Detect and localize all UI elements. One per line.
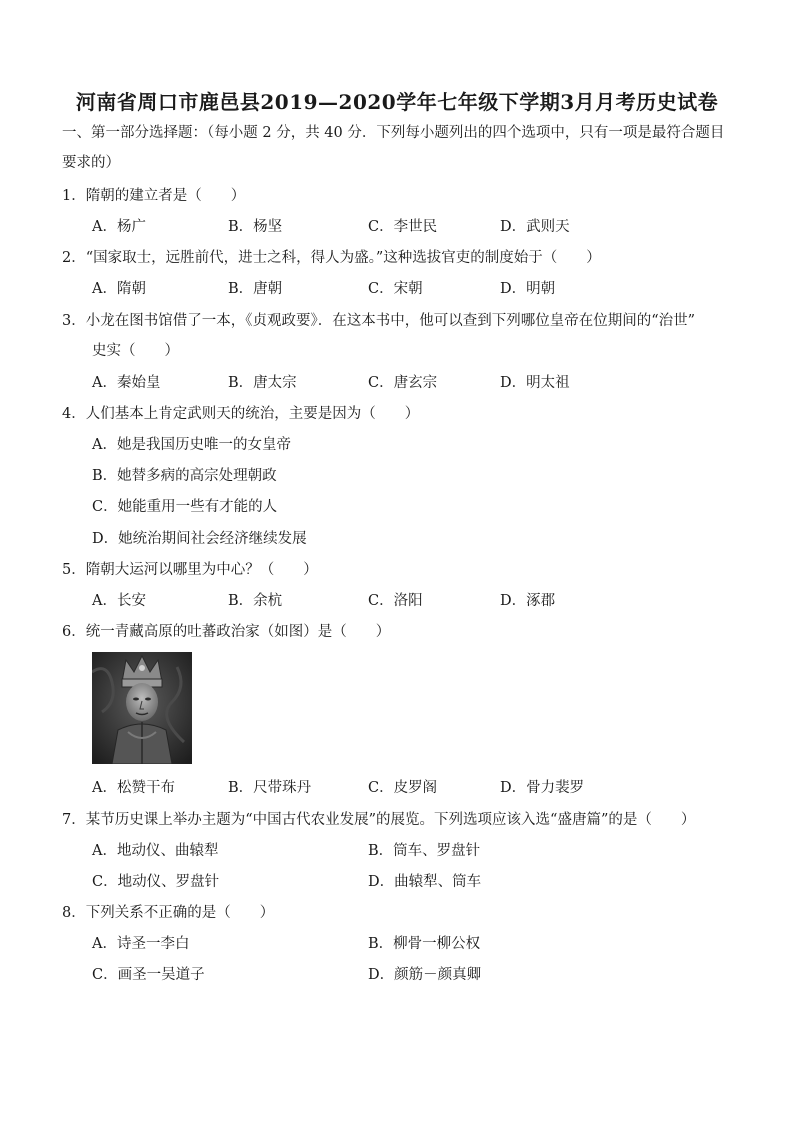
question-1-option-a[interactable]: A．杨广 (92, 219, 146, 235)
question-4-option-d[interactable]: D．她统治期间社会经济继续发展 (92, 531, 307, 547)
question-7-option-b[interactable]: B．筒车、罗盘针 (368, 843, 481, 859)
question-6-option-a[interactable]: A．松赞干布 (92, 780, 175, 796)
question-4-option-c[interactable]: C．她能重用一些有才能的人 (92, 499, 278, 515)
question-2-option-c[interactable]: C．宋朝 (368, 281, 423, 297)
question-5-option-a[interactable]: A．长安 (92, 593, 146, 609)
question-3-option-b[interactable]: B．唐太宗 (228, 375, 297, 391)
question-1-option-d[interactable]: D．武则天 (500, 219, 570, 235)
question-3-option-d[interactable]: D．明太祖 (500, 375, 570, 391)
question-3-option-a[interactable]: A．秦始皇 (92, 375, 161, 391)
question-8-option-a[interactable]: A．诗圣一李白 (92, 936, 190, 952)
question-4-option-b[interactable]: B．她替多病的高宗处理朝政 (92, 468, 277, 484)
question-3-option-c[interactable]: C．唐玄宗 (368, 375, 438, 391)
question-3-stem-line-2: 史实（ ） (92, 343, 179, 359)
question-6-option-c[interactable]: C．皮罗阁 (368, 780, 438, 796)
question-4-option-a[interactable]: A．她是我国历史唯一的女皇帝 (92, 437, 291, 453)
question-7-option-a[interactable]: A．地动仪、曲辕犁 (92, 843, 219, 859)
question-5-option-d[interactable]: D．涿郡 (500, 593, 556, 609)
question-6-option-b[interactable]: B．尺带珠丹 (228, 780, 312, 796)
question-8-option-d[interactable]: D．颜筋－颜真卿 (368, 967, 482, 983)
question-1-option-b[interactable]: B．杨坚 (228, 219, 283, 235)
question-2-option-b[interactable]: B．唐朝 (228, 281, 283, 297)
exam-title: 河南省周口市鹿邑县2019—2020学年七年级下学期3月月考历史试卷 (75, 90, 719, 114)
question-8-stem: 8．下列关系不正确的是（ ） (62, 905, 275, 921)
question-5-option-c[interactable]: C．洛阳 (368, 593, 423, 609)
question-2-stem: 2．“国家取士，远胜前代，进士之科，得人为盛。”这种选拔官吏的制度始于（ ） (62, 250, 601, 266)
question-1-stem: 1．隋朝的建立者是（ ） (62, 188, 246, 204)
question-5-stem: 5．隋朝大运河以哪里为中心？（ ） (62, 562, 318, 578)
section-header-line-2: 要求的） (62, 155, 120, 171)
question-2-option-a[interactable]: A．隋朝 (92, 281, 146, 297)
question-4-stem: 4．人们基本上肯定武则天的统治，主要是因为（ ） (62, 406, 420, 422)
question-6-option-d[interactable]: D．骨力裴罗 (500, 780, 585, 796)
question-2-option-d[interactable]: D．明朝 (500, 281, 556, 297)
question-6-stem: 6．统一青藏高原的吐蕃政治家（如图）是（ ） (62, 624, 391, 640)
portrait-image-icon (92, 652, 192, 764)
question-7-stem: 7．某节历史课上举办主题为“中国古代农业发展”的展览。下列选项应该入选“盛唐篇”的是（ ） (62, 812, 696, 828)
question-7-option-c[interactable]: C．地动仪、罗盘针 (92, 874, 220, 890)
question-8-option-c[interactable]: C．画圣一吴道子 (92, 967, 205, 983)
question-3-stem-line-1: 3．小龙在图书馆借了一本，《贞观政要》．在这本书中，他可以查到下列哪位皇帝在位期间的“治世” (62, 313, 696, 329)
section-header-line-1: 一、第一部分选择题：（每小题 2 分，共 40 分．下列每小题列出的四个选项中，只有一项是最符合题目 (62, 125, 725, 141)
question-8-option-b[interactable]: B．柳骨一柳公权 (368, 936, 481, 952)
question-7-option-d[interactable]: D．曲辕犁、筒车 (368, 874, 482, 890)
songtsen-gampo-portrait (92, 652, 192, 764)
question-5-option-b[interactable]: B．余杭 (228, 593, 283, 609)
question-1-option-c[interactable]: C．李世民 (368, 219, 438, 235)
